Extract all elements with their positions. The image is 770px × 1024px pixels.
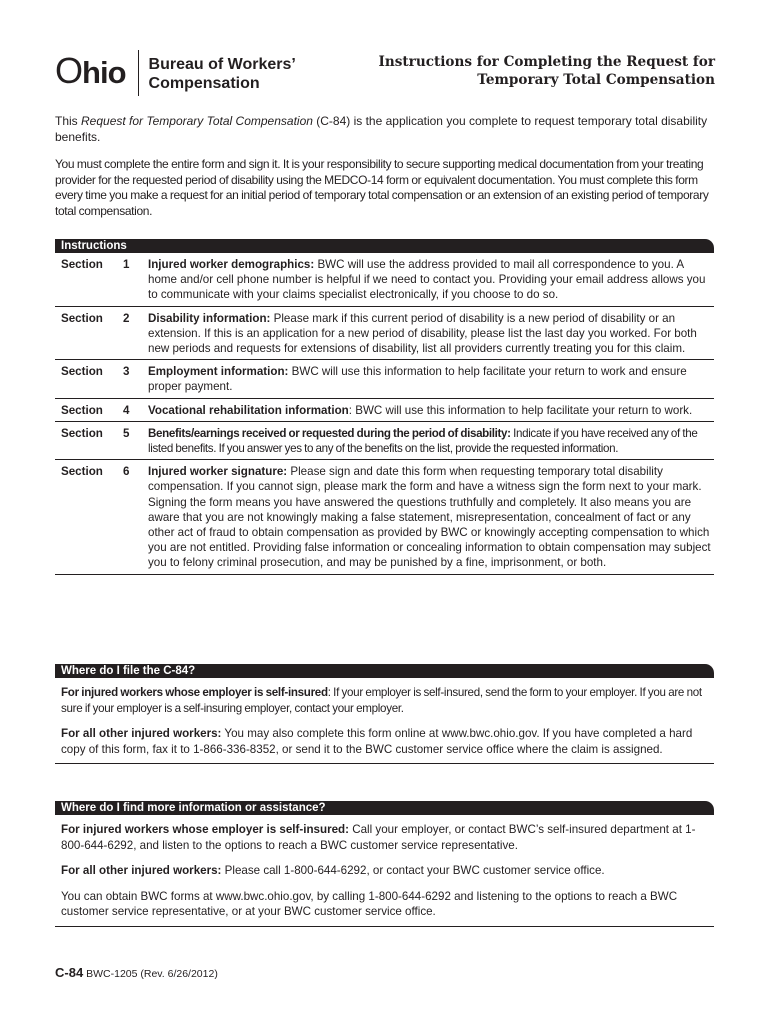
section-text: : BWC will use this information to help facilitate your return to work.	[348, 403, 693, 417]
info-body	[55, 815, 714, 926]
ohio-wordmark: Ohio	[55, 50, 126, 91]
intro-p1-pre: This	[55, 114, 82, 128]
info-box	[55, 801, 714, 927]
section-text: Please mark if this current period of disability is a new period of disability or an extension. If this is an application for a new period of disability, please list the last day you worked. For both new periods and requests for extensions of disability, list all providers currently treating you for this claim.	[148, 311, 697, 356]
section-label: Section	[61, 403, 103, 417]
ohio-bwc-logo	[55, 46, 296, 96]
info-p2-text: Please call 1-800-644-6292, or contact your BWC customer service office.	[221, 864, 605, 877]
title-line-2: Temporary Total Compensation	[477, 72, 715, 88]
file-heading	[55, 664, 714, 678]
section-text: BWC will use the address provided to mail all correspondence to you. A home and/or cell phone number is helpful if we need to contact you. Providing your email address allows you to communicate with your claims specialist electronically, if you choose to do so.	[148, 258, 706, 302]
agency-line-2: Compensation	[148, 75, 260, 92]
intro-p1-post: (C-84) is the application you complete to request temporary total disability benefits.	[55, 114, 708, 144]
instructions-box	[55, 239, 714, 575]
section-label: Section	[61, 365, 103, 379]
instructions-heading	[55, 239, 714, 253]
section-text: BWC will use this information to help facilitate your return to work and ensure proper payment.	[148, 365, 687, 394]
info-heading-text: Where do I find more information or assistance?	[61, 802, 326, 814]
document-title	[335, 53, 715, 89]
logo-divider	[138, 50, 139, 96]
page-header	[55, 46, 715, 106]
form-revision: BWC-1205 (Rev. 6/26/2012)	[86, 968, 218, 980]
instruction-section-2	[55, 307, 714, 361]
info-p2-bold: For all other injured workers:	[61, 864, 222, 877]
file-p1-text: : If your employer is self-insured, send the form to your employer. If you are not sure if your employer is a self-insuring employer, contact your employer.	[61, 686, 702, 715]
info-paragraph-3: You can obtain BWC forms at www.bwc.ohio.gov, by calling 1-800-644-6292 and listening to the options to reach a BWC customer service representative, or at your BWC customer service office.	[61, 889, 678, 918]
section-title: Injured worker signature:	[148, 465, 288, 479]
section-title: Employment information:	[148, 365, 289, 379]
section-number: 6	[123, 465, 130, 479]
section-label: Section	[61, 426, 103, 440]
sections-list	[55, 253, 714, 574]
section-description	[148, 364, 714, 394]
section-number: 4	[123, 403, 130, 417]
file-heading-text: Where do I file the C-84?	[61, 665, 196, 677]
instruction-section-3	[55, 360, 714, 398]
info-p1-text: Call your employer, or contact BWC’s self-insured department at 1-800-644-6292, and listen to the options to reach a BWC customer service representative.	[61, 823, 696, 852]
section-title: Vocational rehabilitation information	[148, 403, 349, 417]
section-title: Disability information:	[148, 311, 271, 325]
file-p1-bold: For injured workers whose employer is self-insured	[61, 686, 328, 699]
form-code: C-84	[55, 965, 84, 980]
section-description	[148, 464, 714, 570]
agency-line-1: Bureau of Workers’	[148, 56, 296, 73]
file-p2-bold: For all other injured workers:	[61, 727, 222, 740]
info-p1-bold: For injured workers whose employer is self-insured:	[61, 823, 349, 836]
section-number: 3	[123, 365, 130, 379]
section-label: Section	[61, 465, 103, 479]
instruction-section-5	[55, 422, 714, 460]
section-text: Please sign and date this form when requesting temporary total disability compensation. If you cannot sign, please mark the form and have a witness sign the form next to your mark. Signing the form means you have answered the questions truthfully and completely. It also means you are aware that you are not knowingly making a false statement, misrepresentation, concealment of fact or any other act of fraud to obtain compensation as provided by BWC or knowingly accepting compensation to which you are not entitled. Providing false information or concealing information to obtain compensation may subject you to felony criminal prosecution, and may be punished by a fine, imprisonment, or both.	[148, 465, 711, 570]
agency-name	[149, 46, 296, 93]
info-paragraph-1	[61, 822, 709, 853]
info-heading	[55, 801, 714, 815]
file-p2-text: You may also complete this form online at www.bwc.ohio.gov. If you have completed a hard copy of this form, fax it to 1-866-336-8352, or send it to the BWC customer service office where the claim is assigned.	[61, 727, 693, 756]
file-box	[55, 664, 714, 764]
instruction-section-4	[55, 399, 714, 422]
section-number: 2	[123, 311, 130, 325]
section-description	[148, 311, 714, 357]
page-footer	[55, 965, 218, 980]
file-paragraph-2	[61, 726, 709, 757]
section-number: 5	[123, 426, 130, 440]
section-title: Benefits/earnings received or requested during the period of disability:	[148, 426, 511, 440]
form-name: Request for Temporary Total Compensation	[81, 114, 313, 128]
intro-text	[55, 114, 715, 231]
instruction-section-1	[55, 253, 714, 307]
section-description	[148, 257, 714, 303]
title-line-1: Instructions for Completing the Request for	[378, 54, 715, 70]
section-number: 1	[123, 258, 130, 271]
instruction-section-6	[55, 460, 714, 573]
section-label: Section	[61, 311, 103, 325]
file-body	[55, 678, 714, 763]
intro-paragraph-1	[55, 114, 715, 145]
section-title: Injured worker demographics:	[148, 258, 315, 271]
section-description	[148, 403, 714, 418]
instructions-heading-text: Instructions	[61, 240, 127, 252]
section-description	[148, 426, 714, 456]
intro-paragraph-2: You must complete the entire form and sign it. It is your responsibility to secure supporting medical documentation from your treating provider for the requested period of disability using the MEDCO-14 form or equivalent documentation. You must complete this form every time you make a request for an initial period of temporary total compensation or an extension of an existing period of temporary total compensation.	[55, 157, 709, 218]
section-text: Indicate if you have received any of the listed benefits. If you answer yes to any of the benefits on the list, provide the requested information.	[148, 426, 698, 456]
info-paragraph-2	[61, 863, 709, 879]
section-label: Section	[61, 258, 103, 271]
file-paragraph-1	[61, 685, 709, 716]
